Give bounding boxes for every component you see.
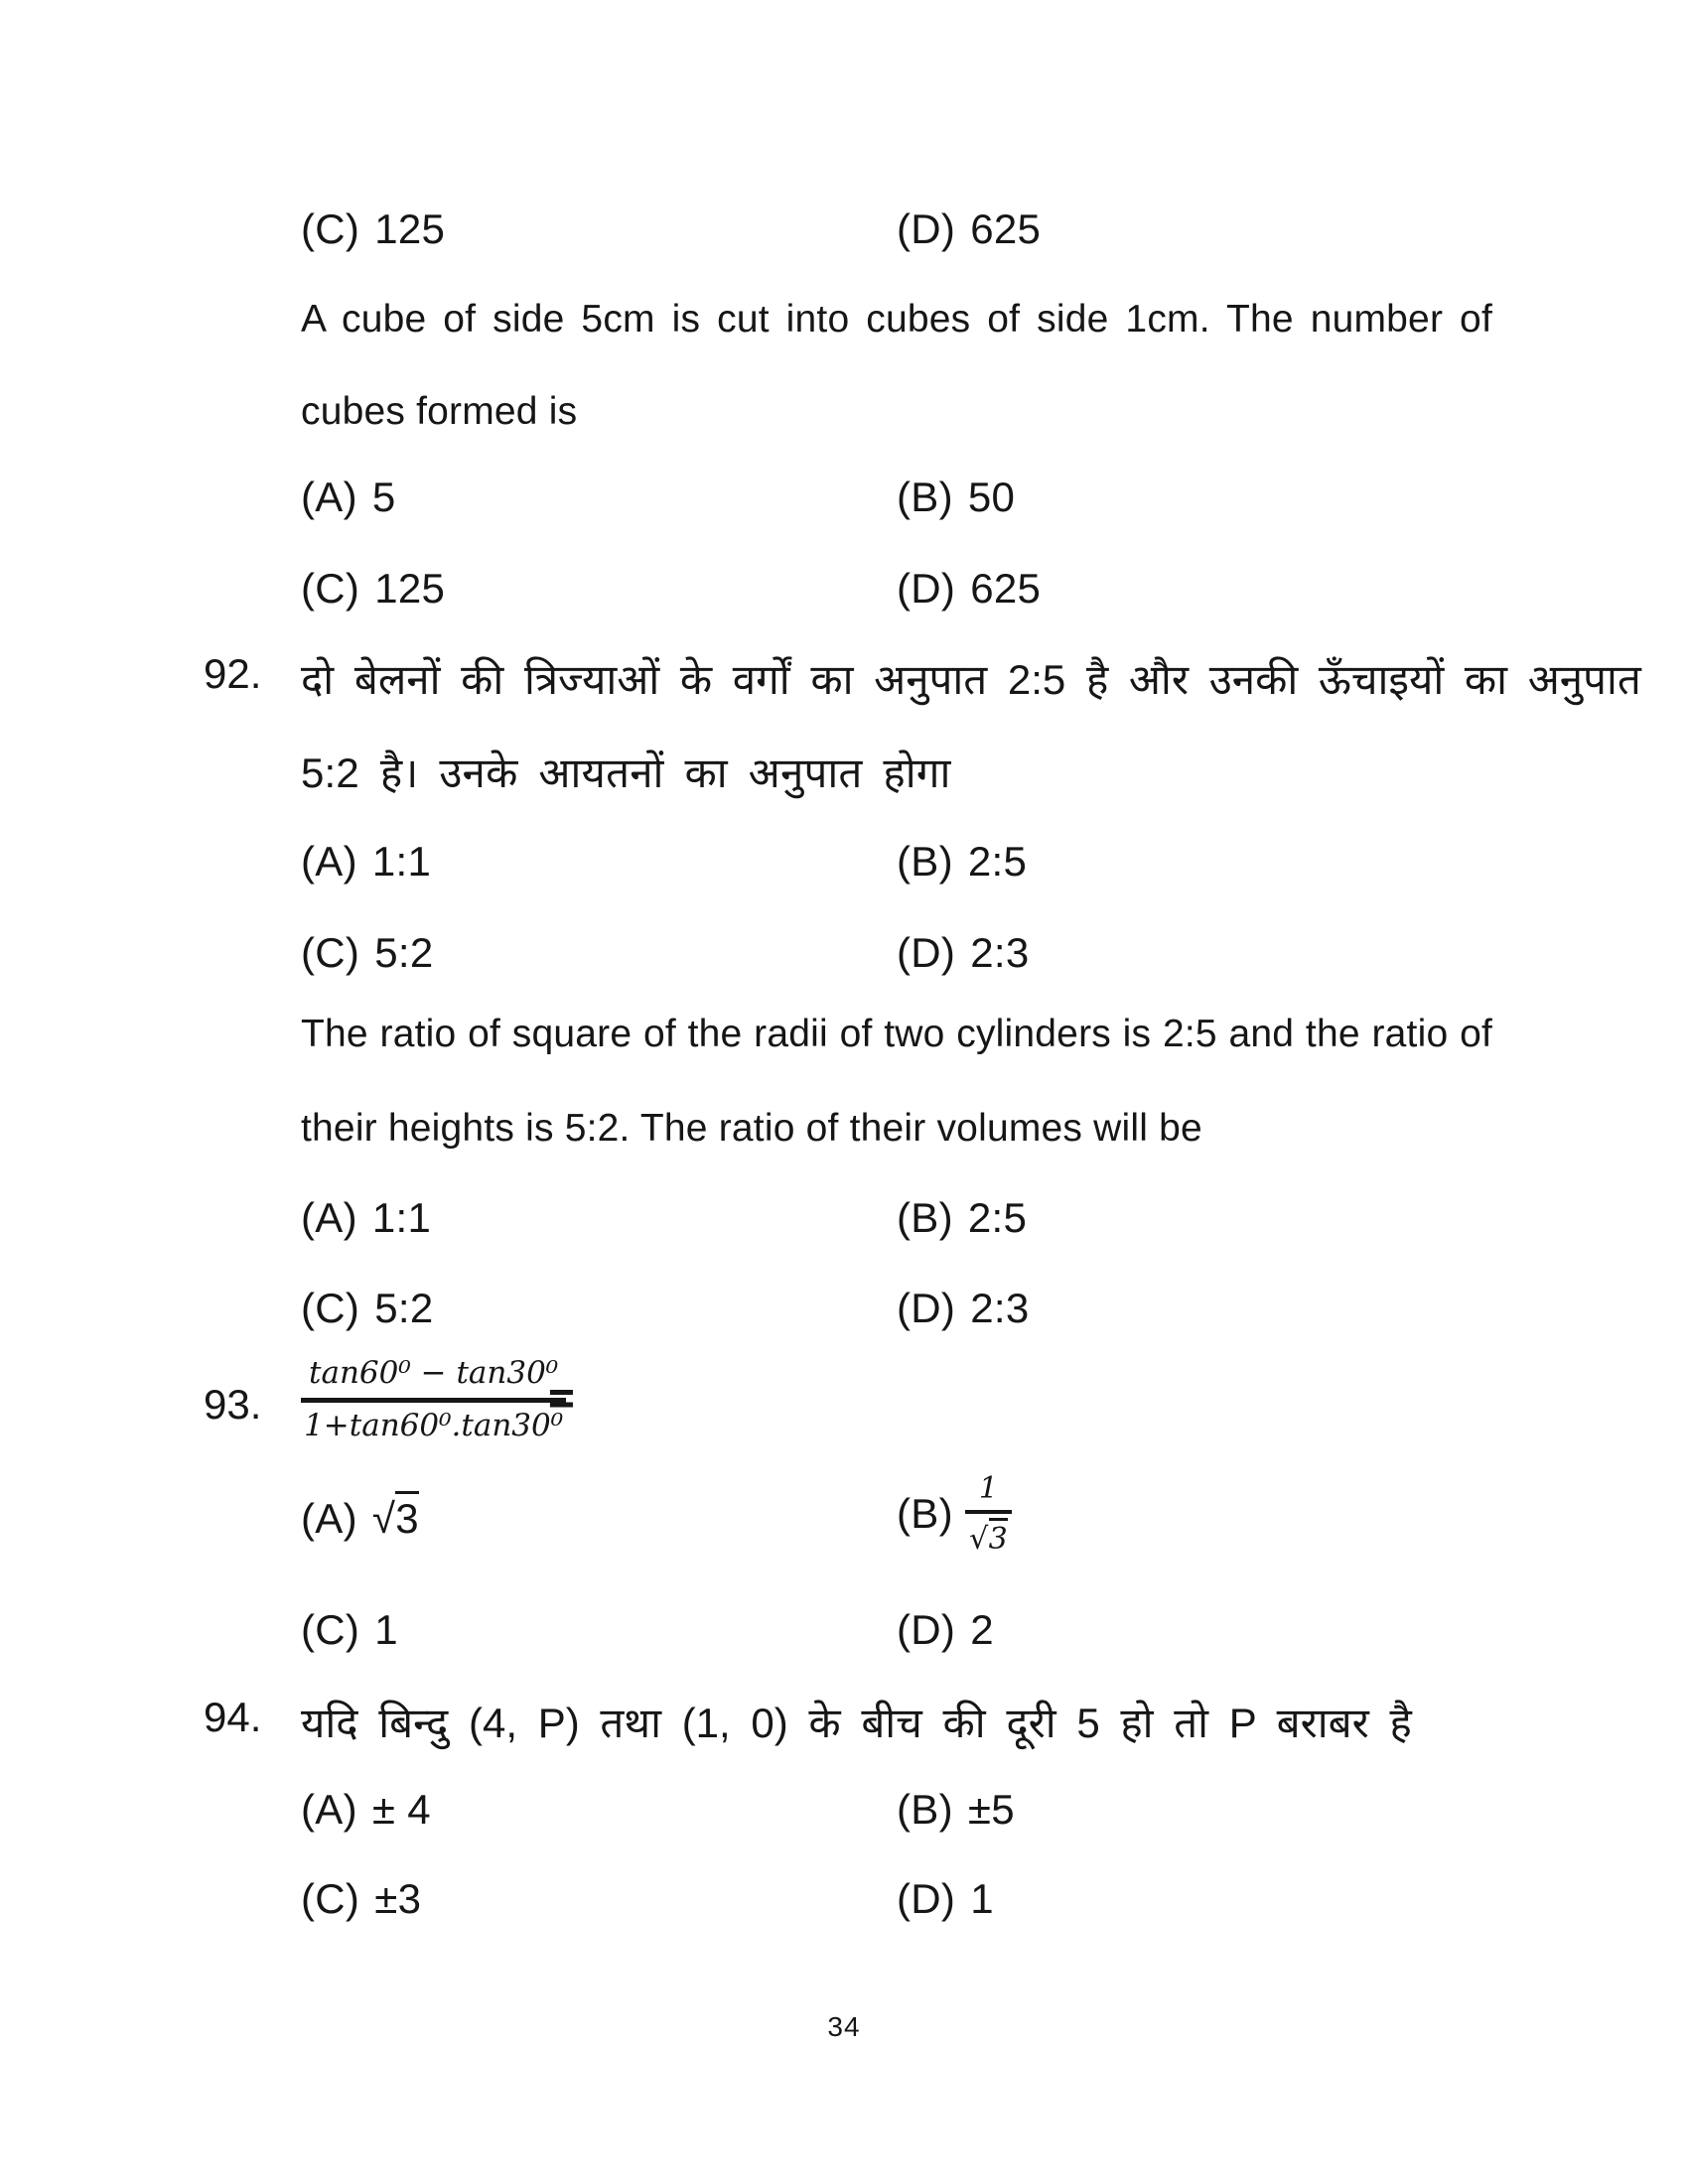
q93-option-b-label: (B) (897, 1490, 953, 1537)
q93-option-c-label: (C) (301, 1606, 360, 1653)
q93-option-c-value: 1 (374, 1606, 398, 1653)
q91-option-a-label: (A) (301, 474, 357, 520)
q91-option-a-value: 5 (371, 474, 396, 520)
q93-formula (301, 1355, 566, 1443)
q93-fraction (301, 1355, 566, 1443)
q91-option-d2 (897, 565, 1041, 613)
q92-hi-option-d-value: 2:3 (970, 929, 1030, 976)
q91-option-c-label: (C) (301, 205, 360, 252)
q92-en-option-b-label: (B) (897, 1194, 953, 1241)
q91-option-c2-value: 125 (374, 565, 446, 612)
q93-option-b (897, 1471, 1012, 1557)
q93-option-b-radical-sign: √ (969, 1522, 989, 1557)
q93-option-b-radicand: 3 (989, 1518, 1008, 1557)
q92-en-option-c (301, 1285, 434, 1332)
q91-option-b-label: (B) (897, 474, 953, 520)
q94-option-b-label: (B) (897, 1786, 953, 1833)
q93-option-a-radicand: 3 (395, 1491, 419, 1543)
q93-fraction-numerator: tan60⁰ − tan30⁰ (301, 1355, 566, 1403)
q92-en-option-a-label: (A) (301, 1194, 357, 1241)
q94-options-ab (0, 1786, 1688, 1857)
q92-english-line2: their heights is 5:2. The ratio of their volumes will be (301, 1107, 1202, 1150)
q92-en-option-b (897, 1194, 1027, 1242)
q91-english-line2: cubes formed is (301, 390, 578, 433)
q94-options-cd (0, 1875, 1688, 1947)
q94-option-b-value: ±5 (967, 1786, 1015, 1833)
q94-number: 94. (204, 1694, 262, 1740)
q92-en-option-d-label: (D) (897, 1285, 956, 1331)
q91-option-c-value: 125 (374, 205, 446, 252)
q91-options-row-ab (0, 474, 1688, 545)
q91-english-line1: A cube of side 5cm is cut into cubes of side 1cm. The number of (301, 298, 1492, 341)
q91-option-b-value: 50 (967, 474, 1016, 520)
q92-english-line1: The ratio of square of the radii of two cylinders is 2:5 and the ratio of (301, 1013, 1492, 1055)
q91-option-c2 (301, 565, 445, 613)
q94-option-b (897, 1786, 1015, 1834)
q94-option-d-value: 1 (970, 1875, 994, 1922)
q94-option-d-label: (D) (897, 1875, 956, 1922)
q92-hi-option-a-label: (A) (301, 838, 357, 885)
q92-hi-option-a (301, 838, 431, 886)
q92-en-option-a (301, 1194, 431, 1242)
q91-option-c (301, 205, 445, 253)
q94-option-d (897, 1875, 994, 1923)
q92-hi-option-b (897, 838, 1027, 886)
q91-option-d2-label: (D) (897, 565, 956, 612)
q92-hindi-line2: 5:2 है। उनके आयतनों का अनुपात होगा (301, 750, 951, 796)
q93-options-ab (0, 1471, 1688, 1580)
q94-option-c-label: (C) (301, 1875, 360, 1922)
q94-option-a-value: ± 4 (371, 1786, 431, 1833)
question-93 (0, 1355, 1688, 1464)
q92-hi-option-c (301, 929, 434, 977)
q92-hi-option-d (897, 929, 1030, 977)
q92-hindi-options-ab (0, 838, 1688, 909)
q94-option-c-value: ±3 (374, 1875, 422, 1922)
q93-option-a-radical-sign: √ (371, 1495, 396, 1542)
q91-option-c2-label: (C) (301, 565, 360, 612)
q92-hi-option-b-value: 2:5 (967, 838, 1028, 885)
q91-options-row-cd2 (0, 565, 1688, 636)
q92-en-option-d (897, 1285, 1030, 1332)
q92-hi-option-a-value: 1:1 (371, 838, 432, 885)
q93-option-a-label: (A) (301, 1495, 357, 1542)
q92-en-option-b-value: 2:5 (967, 1194, 1028, 1241)
q94-option-a-label: (A) (301, 1786, 357, 1833)
q93-option-d (897, 1606, 994, 1654)
q91-option-d (897, 205, 1041, 253)
q92-number: 92. (204, 650, 262, 697)
q91-option-d2-value: 625 (970, 565, 1042, 612)
q92-en-option-c-value: 5:2 (374, 1285, 434, 1331)
q93-option-c (301, 1606, 398, 1654)
q94-option-c (301, 1875, 421, 1923)
q92-hi-option-b-label: (B) (897, 838, 953, 885)
q92-hi-option-d-label: (D) (897, 929, 956, 976)
q92-hi-option-c-value: 5:2 (374, 929, 434, 976)
q92-hindi-line1: दो बेलनों की त्रिज्याओं के वर्गों का अनुपात 2:5 है और उनकी ऊँचाइयों का अनुपात (301, 656, 1641, 703)
q93-number: 93. (204, 1381, 262, 1428)
q93-fraction-denominator: 1+tan60⁰.tan30⁰ (304, 1408, 564, 1443)
q91-option-b (897, 474, 1015, 521)
q93-equals-sign: = (548, 1372, 575, 1424)
q94-hindi-line: यदि बिन्दु (4, P) तथा (1, 0) के बीच की दूरी 5 हो तो P बराबर है (301, 1700, 1412, 1746)
q92-hi-option-c-label: (C) (301, 929, 360, 976)
q93-option-b-numerator: 1 (965, 1471, 1012, 1514)
q91-option-a (301, 474, 396, 521)
question-94 (0, 1694, 1688, 1765)
q92-english-options-ab (0, 1194, 1688, 1266)
q93-options-cd (0, 1606, 1688, 1678)
q93-option-d-label: (D) (897, 1606, 956, 1653)
q93-option-b-denominator (969, 1514, 1008, 1557)
q91-option-d-value: 625 (970, 205, 1042, 252)
q92-hindi-row1 (0, 650, 1688, 722)
q94-option-a (301, 1786, 431, 1834)
page-number: 34 (827, 2011, 861, 2042)
q92-hindi-options-cd (0, 929, 1688, 1001)
q91-options-row-cd (0, 205, 1688, 277)
q91-option-d-label: (D) (897, 205, 956, 252)
q93-option-a (301, 1471, 419, 1543)
q93-option-d-value: 2 (970, 1606, 994, 1653)
q93-option-b-fraction (965, 1471, 1012, 1557)
q92-english-options-cd (0, 1285, 1688, 1356)
q92-en-option-a-value: 1:1 (371, 1194, 432, 1241)
q93-option-a-value (372, 1495, 419, 1542)
q92-en-option-c-label: (C) (301, 1285, 360, 1331)
q92-en-option-d-value: 2:3 (970, 1285, 1030, 1331)
